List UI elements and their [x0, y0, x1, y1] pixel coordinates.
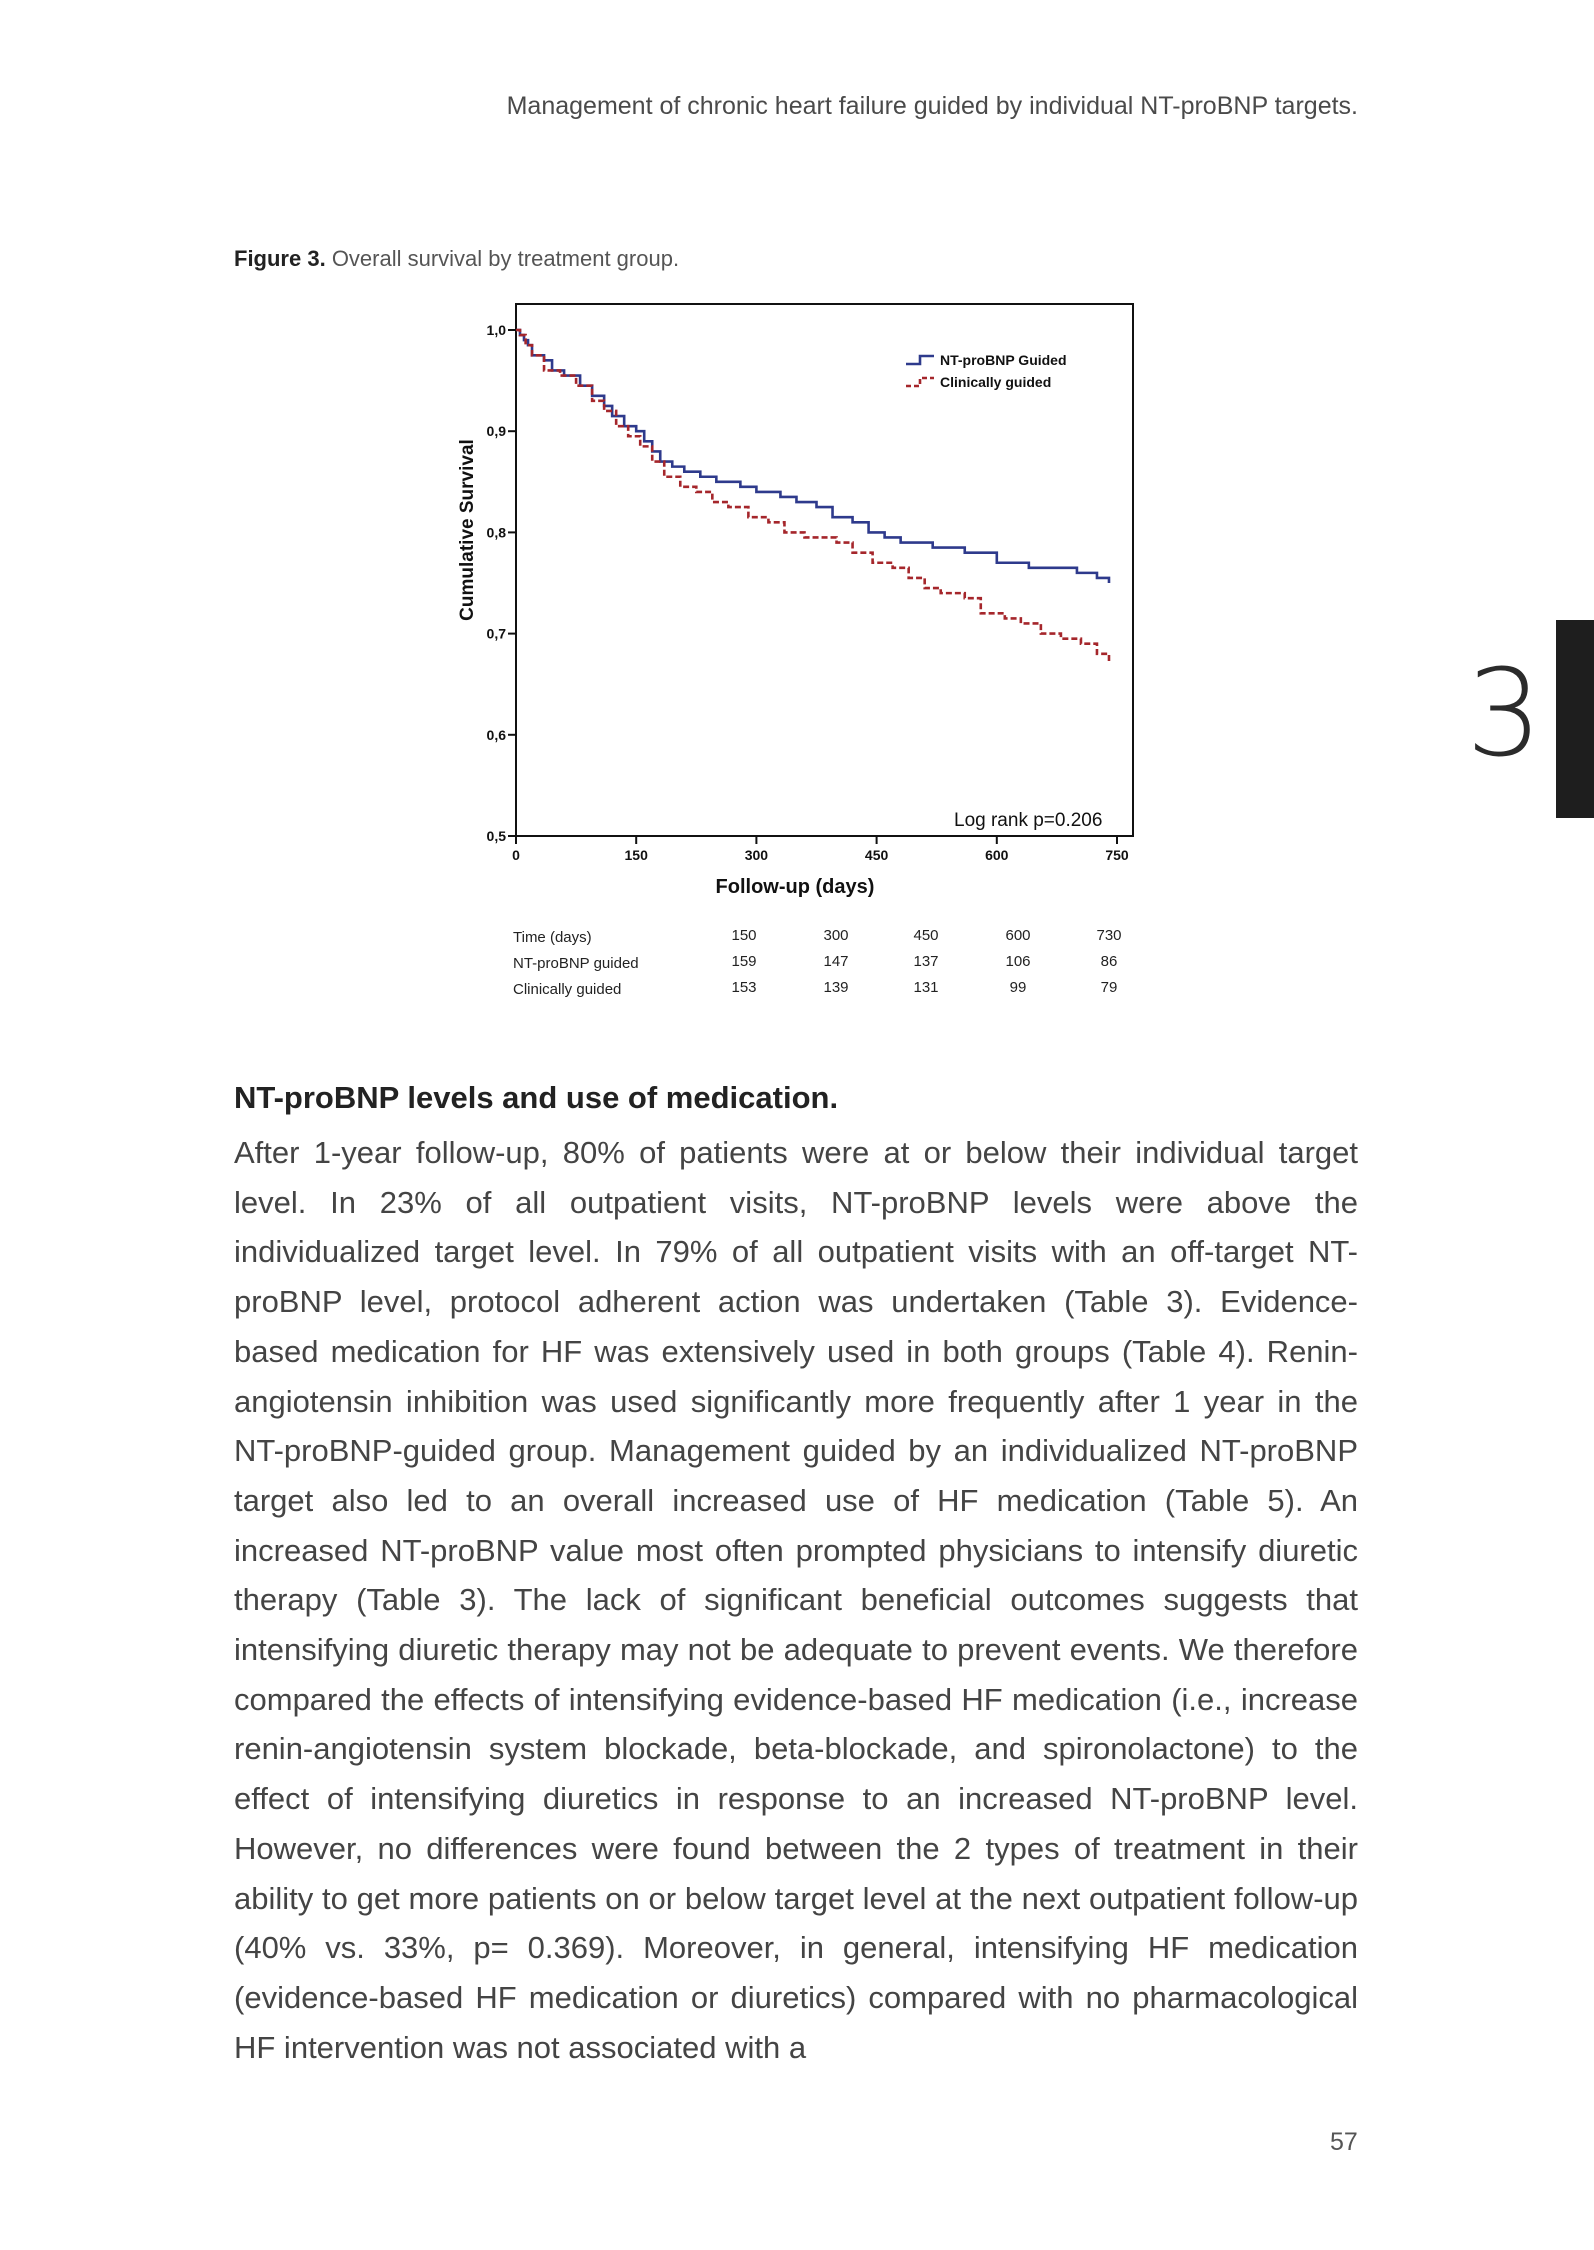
risk-table-cell: 79: [1100, 979, 1118, 996]
section-heading: NT-proBNP levels and use of medication.: [234, 1080, 839, 1115]
y-tick-label: 0,9: [486, 423, 506, 440]
y-axis-label: Cumulative Survival: [457, 439, 478, 621]
x-tick-label: 600: [985, 847, 1009, 863]
y-tick-label: 0,8: [486, 524, 506, 541]
page-number: 57: [1330, 2128, 1358, 2156]
risk-table-row-label: Time (days): [513, 929, 592, 946]
risk-table: [513, 927, 1122, 998]
x-tick-label: 150: [624, 847, 648, 863]
x-tick-label: 750: [1105, 847, 1129, 863]
risk-table-cell: 153: [731, 979, 757, 996]
risk-table-cell: 300: [823, 927, 849, 944]
risk-table-cell: 730: [1096, 927, 1122, 944]
risk-table-cell: 86: [1100, 953, 1118, 970]
risk-table-cell: 600: [1005, 927, 1031, 944]
legend-label: Clinically guided: [940, 374, 1052, 390]
running-header: Management of chronic heart failure guided by individual NT-proBNP targets.: [506, 92, 1358, 120]
legend-swatch: [906, 356, 934, 364]
figure-caption: [234, 246, 679, 272]
logrank-annotation: Log rank p=0.206: [954, 810, 1103, 831]
chapter-number: 3: [1466, 645, 1543, 784]
risk-table-row-label: Clinically guided: [513, 981, 622, 998]
body-paragraph: After 1-year follow-up, 80% of patients were at or below their individual target level. In 23% of all outpatient visits, NT-proBNP levels were above the individualized target level. In 79% of all outpatient visits with an off-target NT-proBNP level, protocol adherent action was undertaken (Table 3). Evidence-based medication for HF was extensively used in both groups (Table 4). Renin-angiotensin inhibition was used significantly more frequently after 1 year in the NT-proBNP-guided group. Management guided by an individualized NT-proBNP target also led to an overall increased use of HF medication (Table 5). An increased NT-proBNP value most often prompted physicians to intensify diuretic therapy (Table 3). The lack of significant beneficial outcomes suggests that intensifying diuretic therapy may not be adequate to prevent events. We therefore compared the effects of intensifying evidence-based HF medication (i.e., increase renin-angiotensin system blockade, beta-blockade, and spironolactone) to the effect of intensifying diuretics in response to an increased NT-proBNP level. However, no differences were found between the 2 types of treatment in their ability to get more patients on or below target level at the next outpatient follow-up (40% vs. 33%, p= 0.369). Moreover, in general, intensifying HF medication (evidence-based HF medication or diuretics) compared with no pharmacological HF intervention was not associated with a: [234, 1135, 1358, 2065]
figure-caption-text: Overall survival by treatment group.: [331, 246, 680, 271]
risk-table-row-label: NT-proBNP guided: [513, 955, 639, 972]
y-tick-label: 0,5: [486, 828, 506, 844]
x-axis-label: Follow-up (days): [715, 876, 875, 898]
y-tick-label: 0,7: [486, 625, 506, 642]
legend-swatch: [906, 378, 934, 386]
risk-table-cell: 106: [1005, 953, 1031, 970]
risk-table-cell: 99: [1009, 979, 1027, 996]
risk-table-cell: 150: [731, 927, 757, 944]
chapter-tab: [1556, 620, 1594, 818]
risk-table-cell: 159: [731, 953, 757, 970]
risk-table-cell: 450: [913, 927, 939, 944]
x-tick-label: 0: [512, 847, 520, 863]
x-tick-label: 450: [864, 847, 889, 863]
y-tick-label: 0,6: [486, 726, 506, 743]
y-tick-label: 1,0: [486, 322, 506, 338]
figure-caption-label: Figure 3.: [234, 246, 326, 271]
risk-table-cell: 131: [913, 979, 939, 996]
x-tick-label: 300: [744, 847, 769, 863]
risk-table-cell: 147: [823, 953, 849, 970]
kaplan-meier-chart: [440, 290, 1160, 1020]
risk-table-cell: 137: [913, 953, 939, 970]
risk-table-cell: 139: [823, 979, 849, 996]
legend-label: NT-proBNP Guided: [940, 352, 1067, 368]
